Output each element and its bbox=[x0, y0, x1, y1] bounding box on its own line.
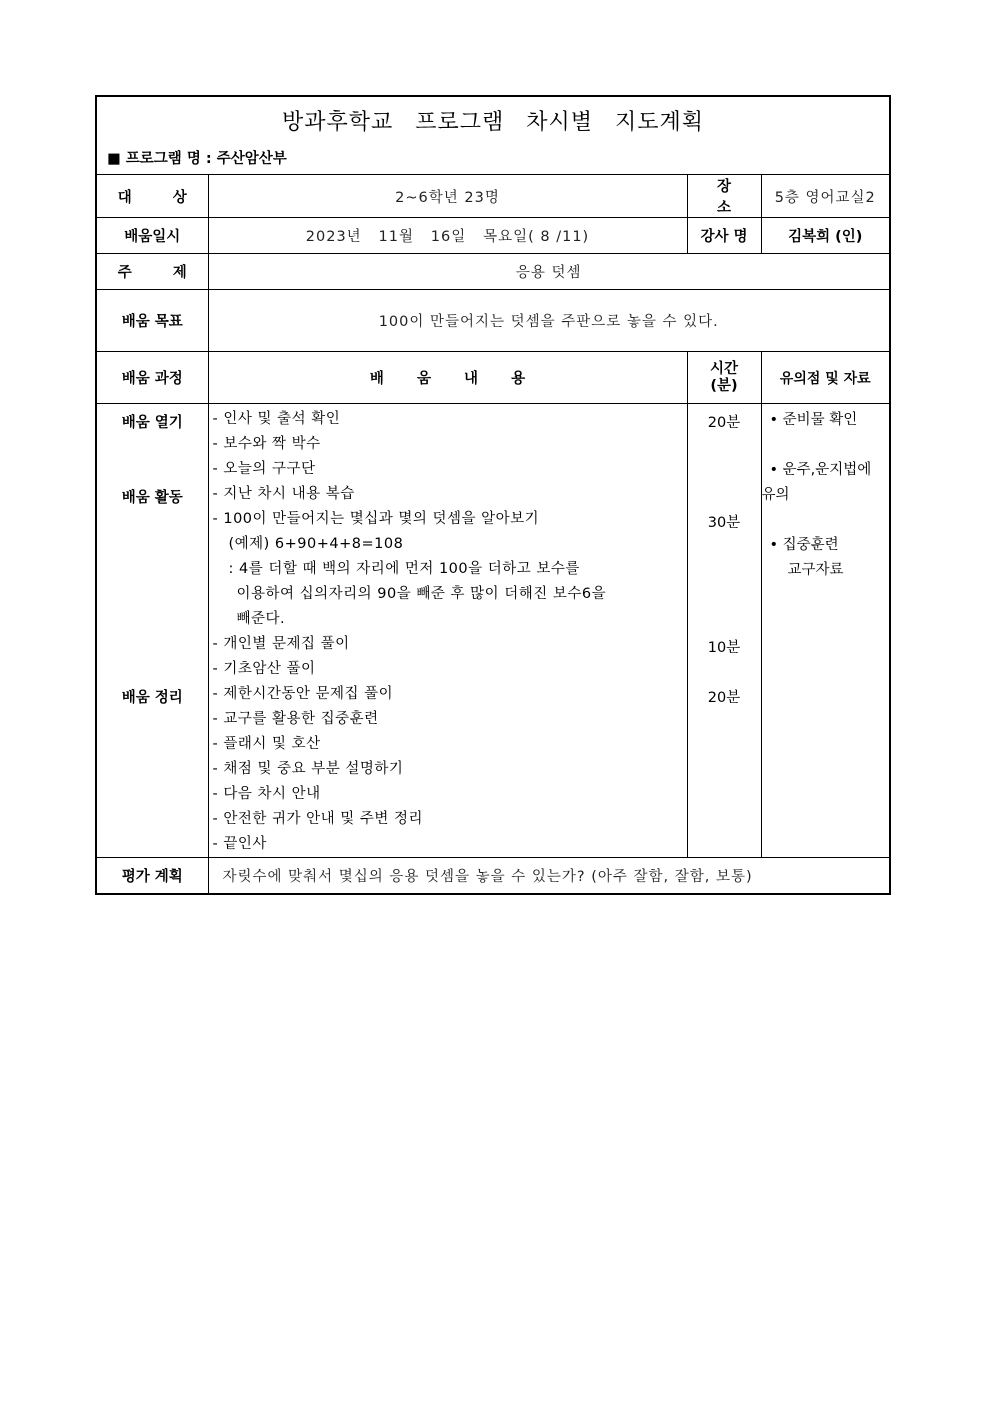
value-eval: 자릿수에 맞춰서 몇십의 응용 덧셈을 놓을 수 있는가? (아주 잘함, 잘함, 보통) bbox=[208, 858, 889, 893]
value-goal: 100이 만들어지는 덧셈을 주판으로 놓을 수 있다. bbox=[208, 290, 889, 352]
content-line: - 교구를 활용한 집중훈련 bbox=[212, 711, 379, 727]
content-line: - 채점 및 중요 부분 설명하기 bbox=[212, 761, 404, 777]
note-materials: • 준비물 확인 bbox=[769, 412, 858, 428]
content-line: (예제) 6+90+4+8=108 bbox=[228, 536, 404, 552]
label-eval: 평가 계획 bbox=[97, 858, 208, 893]
notes-cell bbox=[761, 404, 889, 858]
value-topic: 응용 덧셈 bbox=[208, 254, 889, 290]
content-line: 이용하여 십의자리의 90을 빼준 후 많이 더해진 보수6을 bbox=[236, 586, 607, 602]
value-teacher: 김복희 (인) bbox=[761, 218, 889, 254]
label-goal: 배움 목표 bbox=[97, 290, 208, 352]
content-line: - 인사 및 출석 확인 bbox=[212, 411, 341, 427]
note-training-cont: 교구자료 bbox=[787, 562, 844, 578]
time-cell bbox=[687, 404, 761, 858]
content-line: : 4를 더할 때 백의 자리에 먼저 100을 더하고 보수를 bbox=[228, 561, 580, 577]
content-line: - 지난 차시 내용 복습 bbox=[212, 486, 355, 502]
value-place: 5층 영어교실2 bbox=[761, 175, 889, 218]
row-target-place bbox=[97, 175, 889, 218]
lesson-plan-table bbox=[97, 175, 889, 893]
content-line: 빼준다. bbox=[236, 611, 286, 627]
note-training: • 집중훈련 bbox=[769, 537, 839, 553]
content-line: - 끝인사 bbox=[212, 836, 267, 852]
time-practice: 10분 bbox=[707, 640, 741, 656]
header-process: 배움 과정 bbox=[97, 352, 208, 404]
note-fingering-cont: 유의 bbox=[761, 487, 790, 503]
value-date: 2023년 11월 16일 목요일( 8 /11) bbox=[208, 218, 687, 254]
row-column-headers bbox=[97, 352, 889, 404]
label-place: 장 소 bbox=[687, 175, 761, 218]
time-closing: 20분 bbox=[707, 690, 741, 706]
header-time: 시간 (분) bbox=[687, 352, 761, 404]
content-line: - 제한시간동안 문제집 풀이 bbox=[212, 686, 394, 702]
content-cell bbox=[208, 404, 687, 858]
row-topic bbox=[97, 254, 889, 290]
row-date-teacher bbox=[97, 218, 889, 254]
content-line: - 개인별 문제집 풀이 bbox=[212, 636, 350, 652]
note-fingering: • 운주,운지법에 bbox=[769, 462, 872, 478]
time-open: 20분 bbox=[707, 415, 741, 431]
process-cell bbox=[97, 404, 208, 858]
header-content: 배 움 내 용 bbox=[208, 352, 687, 404]
row-lesson-body bbox=[97, 404, 889, 858]
row-goal bbox=[97, 290, 889, 352]
label-teacher: 강사 명 bbox=[687, 218, 761, 254]
content-line: - 안전한 귀가 안내 및 주변 정리 bbox=[212, 811, 423, 827]
content-line: - 오늘의 구구단 bbox=[212, 461, 316, 477]
lesson-plan-document bbox=[95, 95, 891, 895]
content-line: - 100이 만들어지는 몇십과 몇의 덧셈을 알아보기 bbox=[212, 511, 540, 527]
label-date: 배움일시 bbox=[97, 218, 208, 254]
value-target: 2~6학년 23명 bbox=[208, 175, 687, 218]
process-activity: 배움 활동 bbox=[121, 490, 183, 506]
header-notes: 유의점 및 자료 bbox=[761, 352, 889, 404]
program-name: ■ 프로그램 명 : 주산암산부 bbox=[107, 151, 287, 167]
process-open: 배움 열기 bbox=[121, 415, 183, 431]
row-evaluation bbox=[97, 858, 889, 893]
content-line: - 기초암산 풀이 bbox=[212, 661, 316, 677]
content-line: - 플래시 및 호산 bbox=[212, 736, 321, 752]
time-activity: 30분 bbox=[707, 515, 741, 531]
content-line: - 다음 차시 안내 bbox=[212, 786, 321, 802]
label-topic: 주 제 bbox=[97, 254, 208, 290]
process-closing: 배움 정리 bbox=[121, 690, 183, 706]
label-target: 대 상 bbox=[97, 175, 208, 218]
content-line: - 보수와 짝 박수 bbox=[212, 436, 321, 452]
document-header bbox=[97, 97, 889, 175]
document-title: 방과후학교 프로그램 차시별 지도계획 bbox=[281, 110, 704, 135]
